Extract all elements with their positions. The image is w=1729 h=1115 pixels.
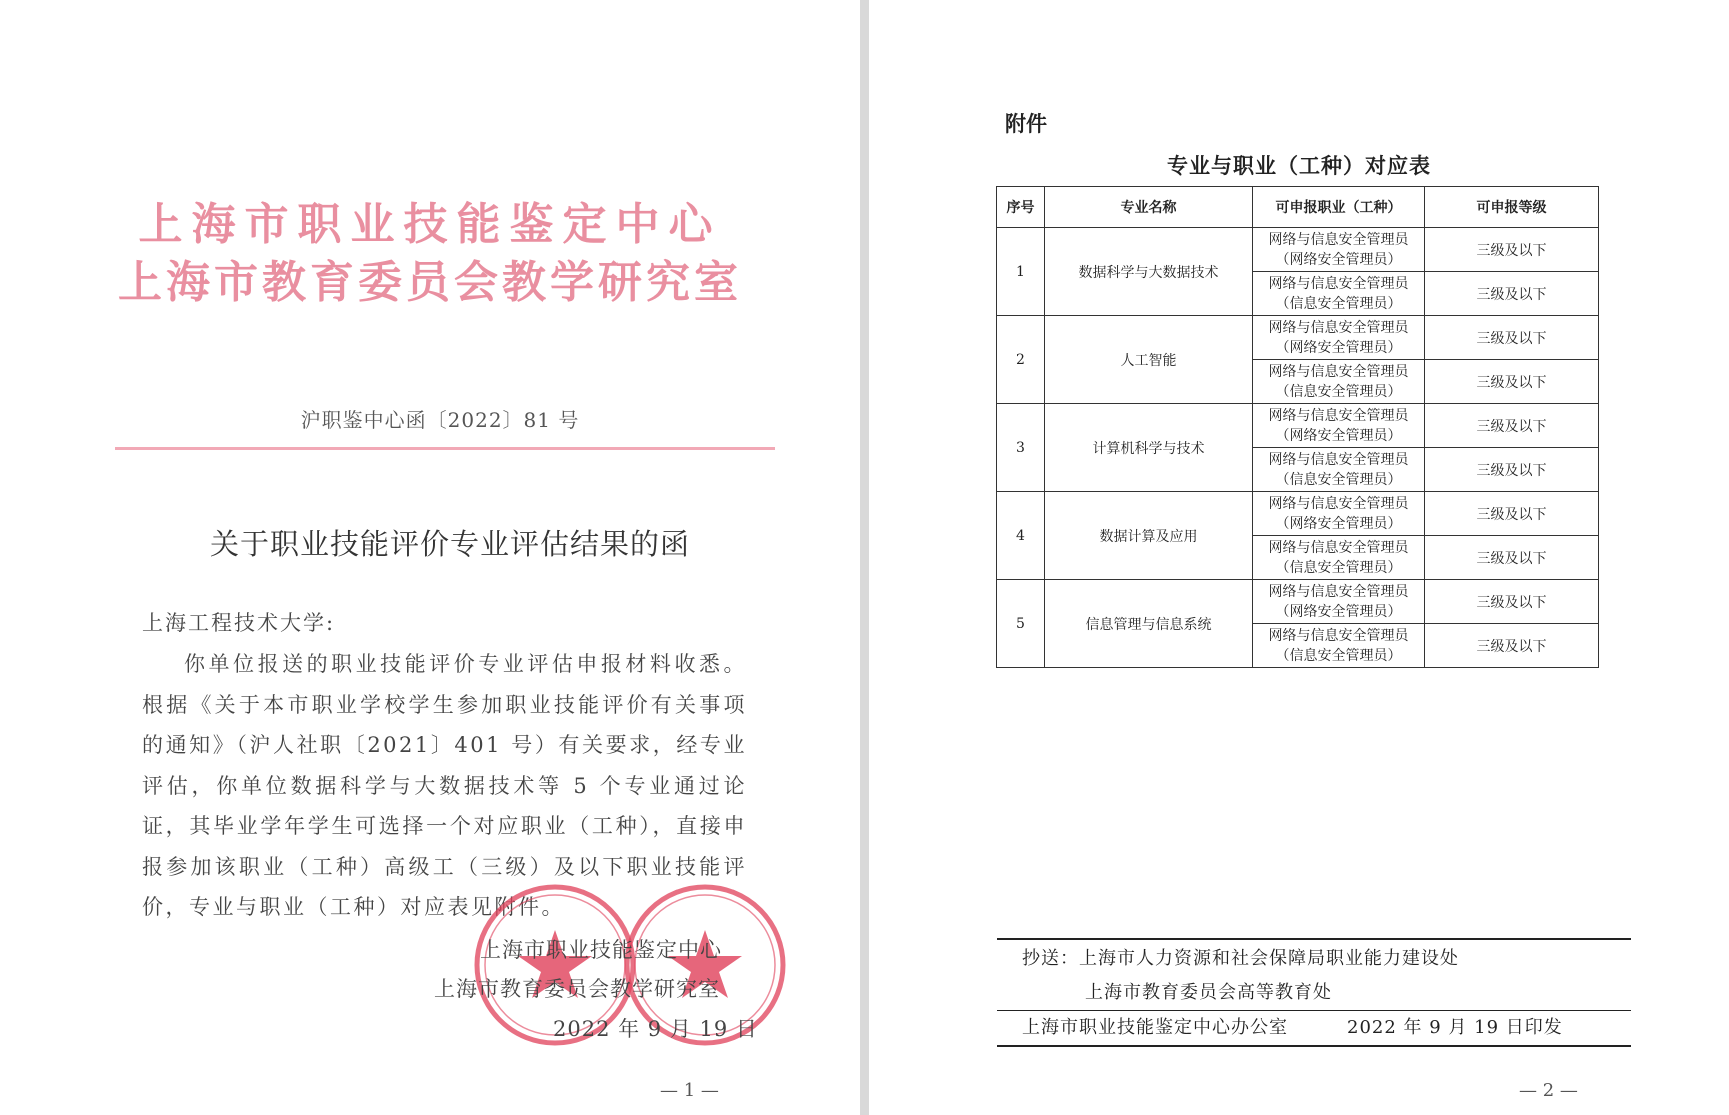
occupation-name: 网络与信息安全管理员 [1268,319,1409,336]
correspondence-table [996,186,1598,668]
level-cell: 三级及以下 [1425,492,1599,536]
level-cell: 三级及以下 [1425,272,1599,316]
cc-block [997,938,1631,1047]
occupation-name: 网络与信息安全管理员 [1268,583,1409,600]
header-cell: 专业名称 [1045,187,1253,228]
level-cell: 三级及以下 [1425,448,1599,492]
occupation-subtype: （网络安全管理员） [1275,515,1402,532]
occupation-name: 网络与信息安全管理员 [1268,495,1409,512]
letter-title: 关于职业技能评价专业评估结果的函 [209,527,690,561]
issue-line [997,1011,1631,1045]
occupation-cell [1253,624,1425,668]
cc-recipient-2: 上海市教育委员会高等教育处 [1085,982,1332,1003]
major-name: 人工智能 [1045,316,1253,404]
addressee: 上海工程技术大学: [142,611,336,635]
level-cell: 三级及以下 [1425,316,1599,360]
occupation-subtype: （网络安全管理员） [1275,251,1402,268]
cc-label: 抄送： [1022,948,1079,969]
row-number: 4 [997,492,1045,580]
cc-recipient-1: 上海市人力资源和社会保障局职业能力建设处 [1079,948,1459,969]
level-cell: 三级及以下 [1425,580,1599,624]
page-number: — 2 — [1519,1080,1578,1101]
letter-body: 你单位报送的职业技能评价专业评估申报材料收悉。根据《关于本市职业学校学生参加职业技能评价有关事项的通知》（沪人社职〔2021〕401 号）有关要求，经专业评估，你单位数据科学与大数据技术等 5 个专业通过论证，其毕业学年学生可选择一个对应职业（工种），直接申报参加该职业（工种）高级工（三级）及以下职业技能评价，专业与职业（工种）对应表见附件。 [142,652,747,919]
page-1 [0,0,860,1115]
header-cell: 序号 [997,187,1045,228]
issuer: 上海市职业技能鉴定中心办公室 [1022,1017,1288,1038]
row-number: 2 [997,316,1045,404]
table-row [997,228,1599,272]
page-2 [869,0,1729,1115]
table-row [997,492,1599,536]
page-number: — 1 — [660,1080,719,1101]
occupation-cell [1253,536,1425,580]
major-name: 数据科学与大数据技术 [1045,228,1253,316]
occupation-name: 网络与信息安全管理员 [1268,363,1409,380]
occupation-subtype: （信息安全管理员） [1275,383,1402,400]
issuing-org-1: 上海市职业技能鉴定中心 [138,199,722,250]
header-cell: 可申报职业（工种） [1253,187,1425,228]
major-name: 信息管理与信息系统 [1045,580,1253,668]
red-divider [115,447,775,450]
occupation-subtype: （信息安全管理员） [1275,295,1402,312]
row-number: 3 [997,404,1045,492]
occupation-cell [1253,492,1425,536]
major-name: 计算机科学与技术 [1045,404,1253,492]
divider [997,938,1631,940]
signature-org-2: 上海市教育委员会教学研究室 [434,977,720,1001]
occupation-cell [1253,404,1425,448]
issuing-org-2: 上海市教育委员会教学研究室 [118,257,742,308]
occupation-subtype: （信息安全管理员） [1275,559,1402,576]
occupation-subtype: （网络安全管理员） [1275,339,1402,356]
occupation-cell [1253,316,1425,360]
occupation-name: 网络与信息安全管理员 [1268,407,1409,424]
issue-date: 2022 年 9 月 19 日印发 [1347,1017,1563,1038]
table-title: 专业与职业（工种）对应表 [1167,153,1431,178]
level-cell: 三级及以下 [1425,360,1599,404]
document-number: 沪职鉴中心函〔2022〕81 号 [300,408,580,432]
level-cell: 三级及以下 [1425,624,1599,668]
occupation-subtype: （网络安全管理员） [1275,427,1402,444]
table-row [997,580,1599,624]
table-row [997,316,1599,360]
occupation-name: 网络与信息安全管理员 [1268,539,1409,556]
table-header-row [997,187,1599,228]
row-number: 1 [997,228,1045,316]
level-cell: 三级及以下 [1425,228,1599,272]
major-name: 数据计算及应用 [1045,492,1253,580]
attachment-label: 附件 [1005,111,1047,136]
signature-org-1: 上海市职业技能鉴定中心 [480,938,722,962]
level-cell: 三级及以下 [1425,536,1599,580]
occupation-name: 网络与信息安全管理员 [1268,627,1409,644]
occupation-name: 网络与信息安全管理员 [1268,231,1409,248]
row-number: 5 [997,580,1045,668]
divider [997,1045,1631,1047]
cc-line [997,942,1631,976]
occupation-subtype: （网络安全管理员） [1275,603,1402,620]
table-row [997,404,1599,448]
occupation-cell [1253,580,1425,624]
occupation-cell [1253,272,1425,316]
occupation-cell [1253,360,1425,404]
occupation-subtype: （信息安全管理员） [1275,647,1402,664]
header-cell: 可申报等级 [1425,187,1599,228]
level-cell: 三级及以下 [1425,404,1599,448]
occupation-name: 网络与信息安全管理员 [1268,451,1409,468]
letter-date: 2022 年 9 月 19 日 [553,1017,758,1041]
occupation-cell [1253,228,1425,272]
occupation-name: 网络与信息安全管理员 [1268,275,1409,292]
occupation-subtype: （信息安全管理员） [1275,471,1402,488]
occupation-cell [1253,448,1425,492]
